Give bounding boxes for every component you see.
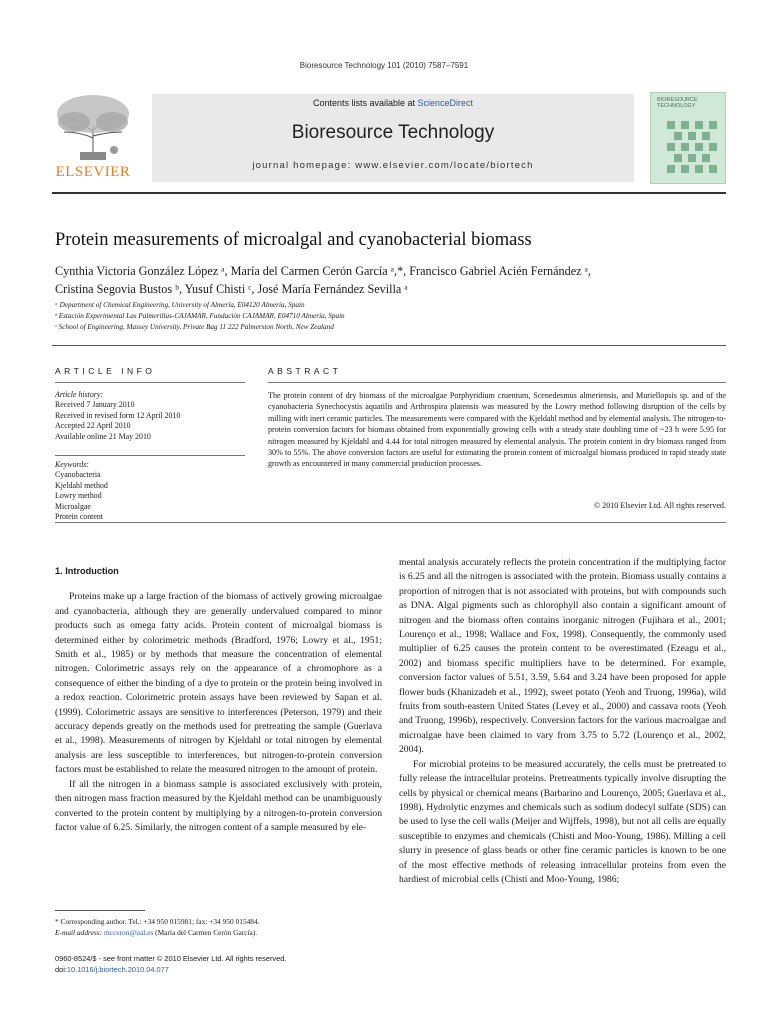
corresponding-author-note: * Corresponding author. Tel.: +34 950 015981; fax: +34 950 015484. bbox=[55, 917, 260, 926]
email-link[interactable]: mcceron@ual.es bbox=[104, 928, 154, 937]
authors-line-1: Cynthia Victoria González López ᵃ, María del Carmen Cerón García ᵃ,*, Francisco Gabriel Acién Fernández ᵃ, bbox=[55, 264, 591, 278]
abstract-text: The protein content of dry biomass of the microalgae Porphyridium cruentum, Scenedesmus almeriensis, and Muriellopsis sp. and of the cyanobacteria Synechocystis aquatilis and Arthrospira platensis was measured by the Lowry method following disruption of the cells by milling with inert ceramic particles. The measurements were compared with the Kjeldahl method and by elemental analysis. The nitrogen-to-protein conversion factors for biomass obtained from exponentially growing cells with a steady state doubling time of ~23 h were 5.95 for nitrogen measured by Kjeldahl and 4.44 for total nitrogen measured by elemental analysis. The protein content in dry biomass ranged from 30% to 55%. The above conversion factors are useful for estimating the protein content of microalgal biomass produced in rapid steady state growth as encountered in many commercial production processes. bbox=[268, 391, 726, 469]
keywords bbox=[55, 460, 245, 522]
elsevier-tree-icon bbox=[52, 92, 134, 162]
keyword: Cyanobacteria bbox=[55, 470, 101, 480]
doi-link[interactable]: 10.1016/j.biortech.2010.04.077 bbox=[66, 965, 169, 974]
cover-pattern-icon bbox=[667, 121, 717, 173]
footnote bbox=[55, 916, 382, 938]
email-label: E-mail address: bbox=[55, 928, 104, 937]
affiliation-c: ᶜ School of Engineering, Massey University, Private Bag 11 222 Palmerston North, New Zealand bbox=[55, 323, 334, 331]
affiliations bbox=[55, 300, 735, 333]
journal-cover bbox=[650, 92, 726, 184]
history-received: Received 7 January 2010 bbox=[55, 400, 135, 410]
body-column-left bbox=[55, 564, 382, 835]
masthead bbox=[52, 92, 726, 184]
paragraph: If all the nitrogen in a biomass sample is associated exclusively with protein, then nitrogen mass fraction measured by the Kjeldahl method can be unambiguously converted to the protein content by multiplying by a nitrogen-to-protein conversion factor value of 6.25. Similarly, the nitrogen content of a sample measured by ele- bbox=[55, 778, 382, 833]
abstract-rule bbox=[268, 382, 726, 383]
abstract-bottom-rule bbox=[55, 522, 726, 523]
journal-banner bbox=[152, 94, 634, 182]
keywords-rule bbox=[55, 455, 245, 456]
article-info-rule bbox=[55, 382, 245, 383]
front-matter bbox=[55, 953, 382, 975]
history-online: Available online 21 May 2010 bbox=[55, 431, 151, 441]
email-suffix: (María del Carmen Cerón García). bbox=[153, 928, 258, 937]
author-list bbox=[55, 262, 735, 298]
doi-label: doi: bbox=[55, 965, 67, 974]
footnote-rule bbox=[55, 910, 145, 911]
paragraph: For microbial proteins to be measured accurately, the cells must be pretreated to fully release the intracellular proteins. Pretreatments typically involve disrupting the cells by physical or chemical means (Barbarino and Lourenço, 2005; Guerlava et al., 1998). Hydrolytic enzymes and chemicals such as sodium dodecyl sulfate (SDS) can be used to lyse the cell walls (Meijer and Wijffels, 1998), but not all cells are equally susceptible to enzymes and chemicals (Chisti and Moo-Young, 1986). Milling a cell slurry in presence of glass beads or other fine ceramic particles is known to be one of the most effective methods of releasing intracellular proteins from even the hardiest of microbial cells (Chisti and Moo-Young, 1986; bbox=[399, 758, 726, 885]
history-accepted: Accepted 22 April 2010 bbox=[55, 421, 131, 431]
paragraph: mental analysis accurately reflects the protein concentration if the multiplying factor is 6.25 and all the nitrogen is associated with the protein. Biomass usually contains a proportion of nitrogen that is not associated with proteins, but with compounds such as DNA. Algal pigments such as chlorophyll also contain a significant amount of nitrogen and the biomass often contains inorganic nitrogen (Fujihara et al., 2001; Lourenço et al., 1998; Wallace and Fox, 1998). Consequently, the commonly used multiplier of 6.25 causes the protein content to be overestimated (Ezeagu et al., 2002) and biomass specific multipliers have to be determined. For example, conversion factor values of 5.51, 3.59, 5.64 and 3.24 have been proposed for apple flower buds (Khanizadeh et al., 1992), sweet potato (Yeoh and Truong, 1996a), wild fruits from south-eastern United States (Levey et al., 2000) and cassava roots (Yeoh and Truong, 1996b), respectively. Conversion factors for the various macroalgae and microalgae have been claimed to vary from 3.75 to 5.72 (Lourenço et al., 2002, 2004). bbox=[399, 557, 726, 756]
contents-line bbox=[152, 98, 634, 108]
history-revised: Received in revised form 12 April 2010 bbox=[55, 410, 181, 420]
keyword: Microalgae bbox=[55, 501, 91, 511]
keyword: Lowry method bbox=[55, 491, 102, 501]
history-title: Article history: bbox=[55, 390, 103, 399]
elsevier-wordmark: ELSEVIER bbox=[55, 164, 131, 180]
journal-title: Bioresource Technology bbox=[291, 122, 495, 143]
issn-line: 0960-8524/$ - see front matter © 2010 Elsevier Ltd. All rights reserved. bbox=[55, 954, 287, 963]
elsevier-logo bbox=[52, 92, 134, 184]
sciencedirect-link[interactable]: ScienceDirect bbox=[417, 98, 474, 108]
affiliation-b: ᵇ Estación Experimental Las Palmerillas-CAJAMAR, Fundación CAJAMAR, E04710 Almería, Spain bbox=[55, 312, 345, 320]
paragraph: Proteins make up a large fraction of the biomass of actively growing microalgae and cyanobacteria, although they are generally undervalued compared to minor products such as omega fatty acids. Protein content of microalgal biomass is determined either by colorimetric methods (Bradford, 1976; Lowry et al., 1951; Smith et al., 1985) or by methods that measure the concentration of elemental nitrogen. Colorimetric assays rely on the appearance of a chromophore as a consequence of either the binding of a dye to protein or the protein being involved in a redox reaction. Colorimetric protein assays have been reviewed by Sapan et al. (1999). Colorimetric assays are sensitive to interferences (Peterson, 1979) and their accuracy depends greatly on the methods used for pretreating the sample (Guerlava et al., 1998). Measurements of nitrogen by Kjeldahl or total nitrogen by elemental analysis are less susceptible to interferences, but nitrogen-to-protein conversion factors must be established to relate the measured nitrogen to the amount of protein. bbox=[55, 591, 382, 776]
cover-title: BIORESOURCE TECHNOLOGY bbox=[657, 97, 698, 109]
intro-heading: 1. Introduction bbox=[55, 566, 119, 576]
article-info-heading: ARTICLE INFO bbox=[55, 366, 156, 376]
article-history bbox=[55, 390, 245, 442]
masthead-rule bbox=[52, 192, 726, 194]
journal-homepage[interactable]: journal homepage: www.elsevier.com/locate/biortech bbox=[252, 160, 534, 171]
abstract-heading: ABSTRACT bbox=[268, 366, 342, 376]
authors-line-2: Cristina Segovia Bustos ᵇ, Yusuf Chisti ᶜ, José María Fernández Sevilla ᵃ bbox=[55, 282, 408, 296]
section-rule bbox=[52, 345, 726, 346]
paper-title: Protein measurements of microalgal and cyanobacterial biomass bbox=[55, 230, 532, 250]
body-column-right bbox=[399, 556, 726, 887]
contents-prefix: Contents lists available at bbox=[312, 98, 418, 108]
keyword: Protein content bbox=[55, 512, 103, 522]
affiliation-a: ᵃ Department of Chemical Engineering, University of Almería, E04120 Almería, Spain bbox=[55, 301, 305, 309]
running-head: Bioresource Technology 101 (2010) 7587–7591 bbox=[299, 61, 469, 70]
keyword: Kjeldahl method bbox=[55, 480, 108, 490]
copyright: © 2010 Elsevier Ltd. All rights reserved. bbox=[593, 501, 726, 510]
keywords-title: Keywords: bbox=[55, 460, 89, 469]
